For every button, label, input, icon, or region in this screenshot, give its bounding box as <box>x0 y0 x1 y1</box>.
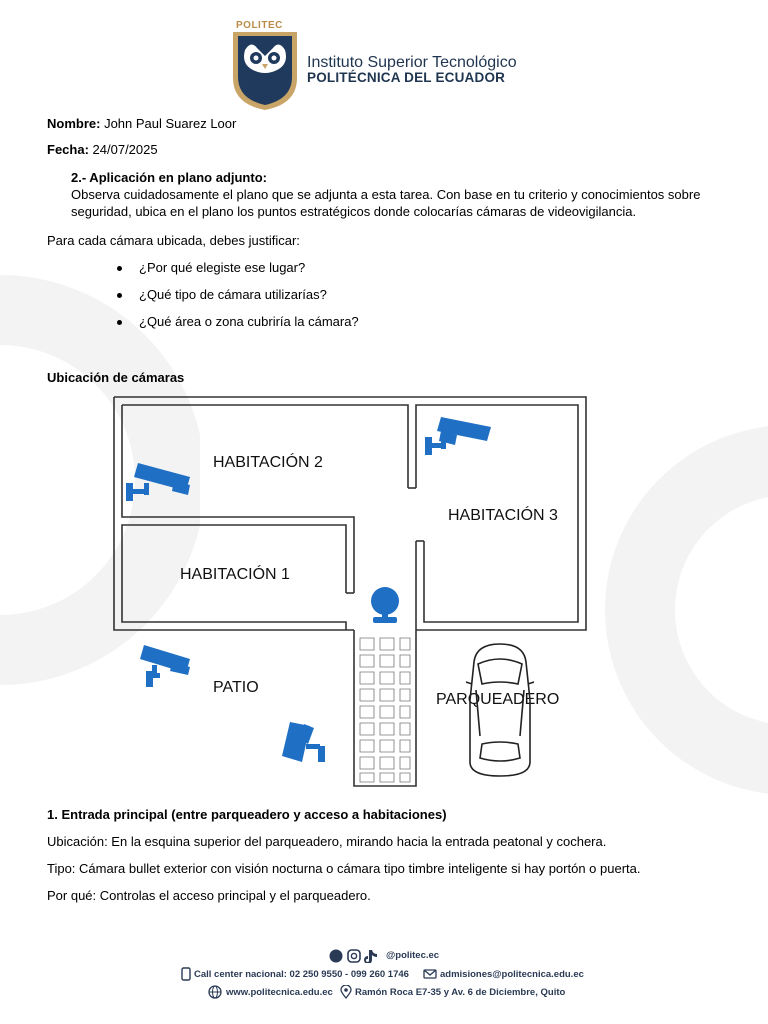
question-2: ¿Qué tipo de cámara utilizarías? <box>139 287 327 302</box>
date-value: 24/07/2025 <box>92 142 158 157</box>
room-label-habitacion-1: HABITACIÓN 1 <box>180 566 290 583</box>
watermark-right <box>600 380 768 880</box>
question-3: ¿Qué área o zona cubriría la cámara? <box>139 314 359 329</box>
bullet-icon <box>117 320 122 325</box>
bullet-camera-icon <box>134 643 194 689</box>
date-row <box>47 141 158 158</box>
social-handle: @politec.ec <box>386 950 440 961</box>
bullet-camera-icon <box>124 461 194 507</box>
detail-why: Por qué: Controlas el acceso principal y el parqueadero. <box>47 888 371 903</box>
email-icon <box>423 969 437 979</box>
institute-subtitle: POLITÉCNICA DEL ECUADOR <box>307 70 506 85</box>
car-icon <box>464 640 536 780</box>
location-pin-icon <box>340 985 352 999</box>
bullet-camera-icon <box>278 718 330 768</box>
footer <box>0 945 768 1005</box>
phone-icon <box>181 967 191 981</box>
area-label-parqueadero: PARQUEADERO <box>436 691 560 708</box>
email-address[interactable]: admisiones@politecnica.edu.ec <box>440 969 584 980</box>
detail-heading: 1. Entrada principal (entre parqueadero y acceso a habitaciones) <box>47 807 447 822</box>
floor-plan <box>110 393 590 788</box>
address: Ramón Roca E7-35 y Av. 6 de Diciembre, Quito <box>355 987 566 998</box>
owl-logo-icon <box>229 20 301 112</box>
social-icons <box>329 949 381 963</box>
section-title: Ubicación de cámaras <box>47 370 185 385</box>
task-title: 2.- Aplicación en plano adjunto: <box>71 170 267 185</box>
tiktok-icon <box>364 950 377 963</box>
institute-name: Instituto Superior Tecnológico <box>307 54 517 71</box>
bullet-camera-icon <box>423 413 493 459</box>
facebook-icon <box>330 950 343 963</box>
room-label-habitacion-2: HABITACIÓN 2 <box>213 454 323 471</box>
header-brand: POLITEC <box>236 20 283 31</box>
task-desc-line2: seguridad, ubica en el plano los puntos estratégicos donde colocarías cámaras de videovigilancia. <box>71 204 637 219</box>
date-label: Fecha: <box>47 142 89 157</box>
website[interactable]: www.politecnica.edu.ec <box>226 987 333 998</box>
question-1: ¿Por qué elegiste ese lugar? <box>139 260 306 275</box>
detail-location: Ubicación: En la esquina superior del parqueadero, mirando hacia la entrada peatonal y cochera. <box>47 834 607 849</box>
justify-intro: Para cada cámara ubicada, debes justificar: <box>47 233 300 248</box>
instagram-icon <box>348 950 360 962</box>
name-value: John Paul Suarez Loor <box>104 116 237 131</box>
dome-camera-icon <box>368 585 402 625</box>
call-center: Call center nacional: 02 250 9550 - 099 260 1746 <box>194 969 409 980</box>
bullet-icon <box>117 266 122 271</box>
area-label-patio: PATIO <box>213 679 259 696</box>
room-label-habitacion-3: HABITACIÓN 3 <box>448 507 558 524</box>
globe-icon <box>208 985 222 999</box>
task-desc-line1: Observa cuidadosamente el plano que se adjunta a esta tarea. Con base en tu criterio y conocimientos sobre <box>71 187 701 202</box>
walkway-pattern <box>360 638 410 782</box>
student-name-row <box>47 115 236 132</box>
bullet-icon <box>117 293 122 298</box>
name-label: Nombre: <box>47 116 101 131</box>
detail-type: Tipo: Cámara bullet exterior con visión nocturna o cámara tipo timbre inteligente si hay portón o puerta. <box>47 861 641 876</box>
